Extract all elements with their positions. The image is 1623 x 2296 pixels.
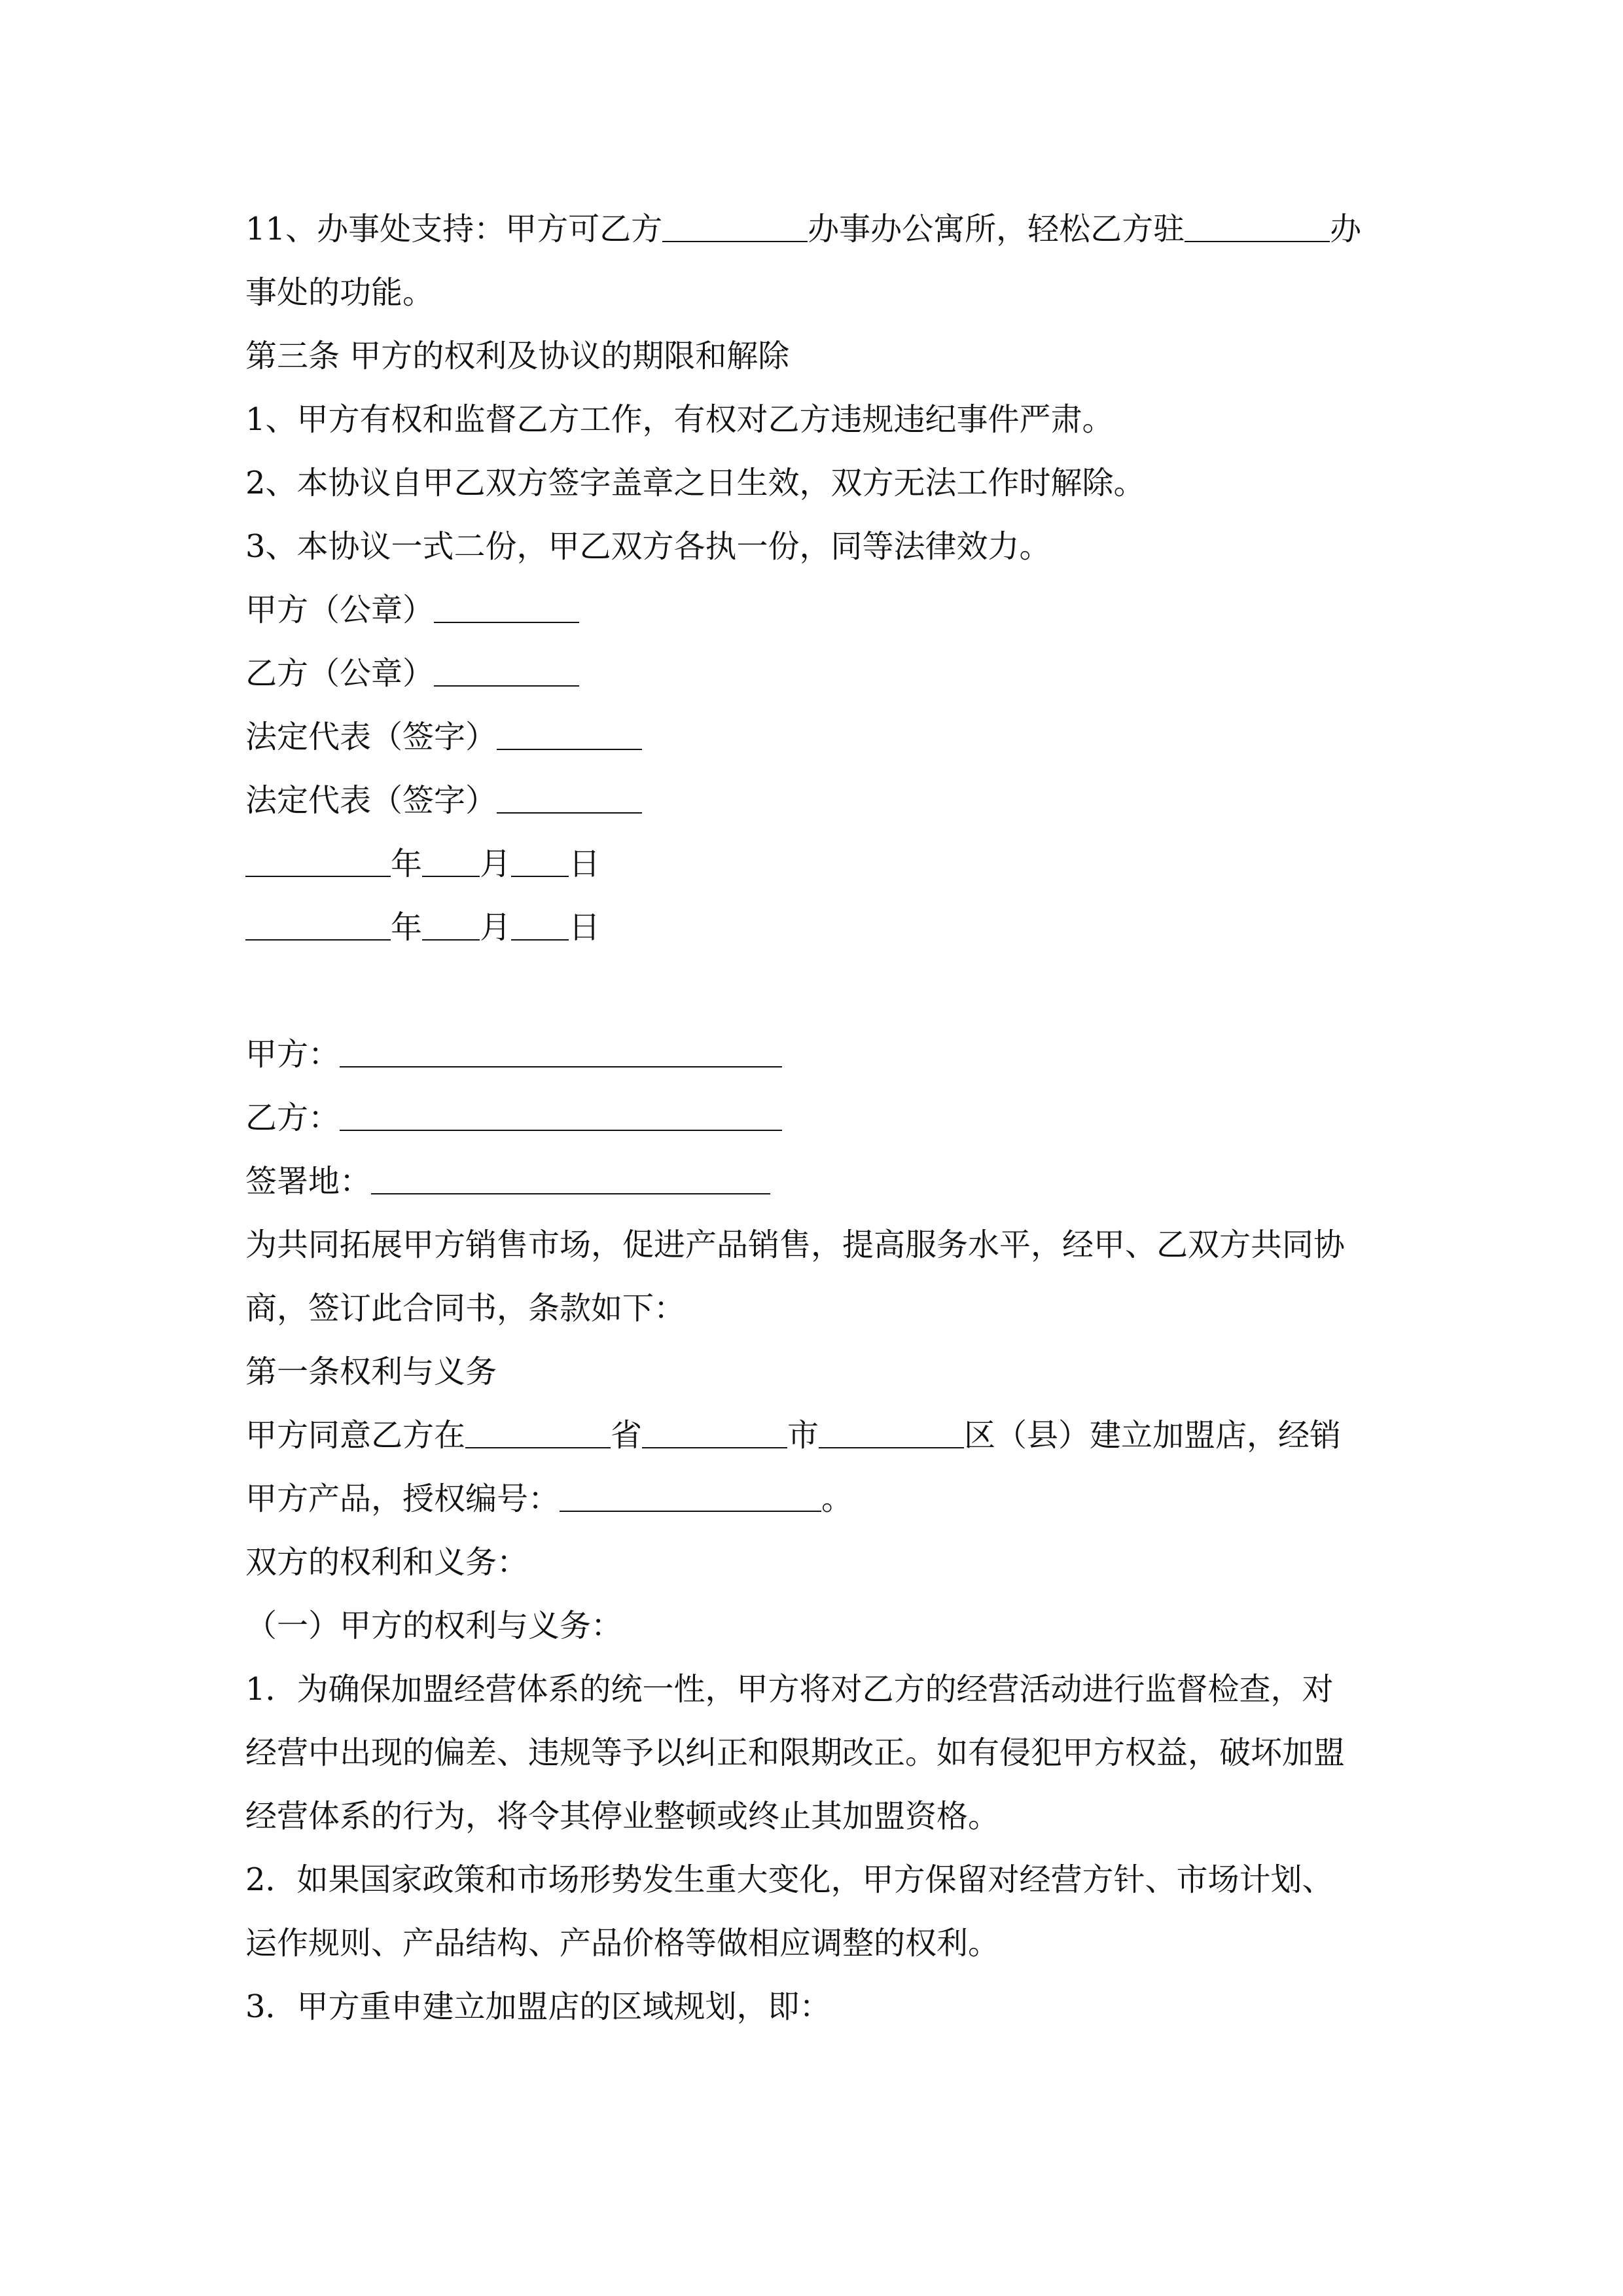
date-line-1 [245, 844, 1378, 884]
signature-party-b [245, 654, 1378, 693]
date-2-year-blank [245, 910, 391, 941]
representative-b [245, 781, 1378, 820]
signature-party-a [245, 590, 1378, 630]
representative-b-blank [497, 783, 642, 814]
province-label: 省 [611, 1417, 643, 1454]
article-three-item-2: 2、本协议自甲乙双方签字盖章之日生效，双方无法工作时解除。 [245, 465, 1145, 501]
office-support-blank-1 [662, 212, 808, 242]
article-one-heading: 第一条权利与义务 [245, 1354, 497, 1390]
date-1-year-blank [245, 847, 391, 877]
representative-a [245, 717, 1378, 757]
signature-party-a-blank [434, 593, 579, 623]
paragraph-office-support [245, 209, 1378, 249]
contract-party-b [245, 1098, 1378, 1138]
article-three-item-3: 3、本协议一式二份，甲乙双方各执一份，同等法律效力。 [245, 528, 1051, 565]
province-blank [465, 1418, 611, 1448]
section-one-heading: （一）甲方的权利与义务： [245, 1607, 623, 1644]
date-2-day-label: 日 [569, 909, 601, 946]
date-1-month-blank [422, 847, 480, 877]
article-three-item-1: 1、甲方有权和监督乙方工作，有权对乙方违规违纪事件严肃。 [245, 401, 1114, 438]
date-1-year-label: 年 [391, 846, 423, 882]
intro-line-1: 为共同拓展甲方销售市场，促进产品销售，提高服务水平，经甲、乙双方共同协 [245, 1227, 1346, 1263]
date-2-day-blank [511, 910, 569, 941]
date-1-month-label: 月 [480, 846, 512, 882]
authorization-label: 甲方产品，授权编号： [245, 1480, 560, 1517]
signing-place [245, 1162, 1378, 1201]
district-blank [819, 1418, 964, 1448]
date-line-2 [245, 908, 1378, 947]
article-three-heading: 第三条 甲方的权利及协议的期限和解除 [245, 338, 790, 374]
contract-party-b-blank [340, 1101, 782, 1131]
representative-a-blank [497, 720, 642, 750]
office-support-text-c: 办 [1330, 211, 1362, 247]
right-2-line-2: 运作规则、产品结构、产品价格等做相应调整的权利。 [245, 1925, 1000, 1962]
location-line [245, 1416, 1378, 1455]
office-support-blank-2 [1185, 212, 1330, 242]
date-2-month-label: 月 [480, 909, 512, 946]
district-label: 区（县）建立加盟店，经销 [964, 1417, 1342, 1454]
signature-party-a-label: 甲方（公章） [245, 592, 435, 628]
right-1-line-1: 1．为确保加盟经营体系的统一性，甲方将对乙方的经营活动进行监督检查，对 [245, 1671, 1334, 1708]
office-support-text-a: 11、办事处支持：甲方可乙方 [245, 211, 663, 247]
mutual-rights-heading: 双方的权利和义务： [245, 1544, 529, 1581]
signature-party-b-label: 乙方（公章） [245, 655, 435, 692]
authorization-number-blank [560, 1482, 821, 1512]
date-2-month-blank [422, 910, 480, 941]
signature-party-b-blank [434, 656, 579, 687]
right-1-line-2: 经营中出现的偏差、违规等予以纠正和限期改正。如有侵犯甲方权益，破坏加盟 [245, 1734, 1346, 1771]
representative-b-label: 法定代表（签字） [245, 782, 497, 819]
contract-party-a [245, 1035, 1378, 1074]
location-text-a: 甲方同意乙方在 [245, 1417, 466, 1454]
city-label: 市 [787, 1417, 819, 1454]
signing-place-label: 签署地： [245, 1163, 372, 1200]
date-2-year-label: 年 [391, 909, 423, 946]
right-2-line-1: 2．如果国家政策和市场形势发生重大变化，甲方保留对经营方针、市场计划、 [245, 1861, 1334, 1898]
signing-place-blank [371, 1164, 770, 1194]
intro-line-2: 商，签订此合同书，条款如下： [245, 1290, 686, 1327]
authorization-end: 。 [821, 1480, 853, 1517]
right-1-line-3: 经营体系的行为，将令其停业整顿或终止其加盟资格。 [245, 1798, 1000, 1835]
date-1-day-blank [511, 847, 569, 877]
representative-a-label: 法定代表（签字） [245, 719, 497, 755]
date-1-day-label: 日 [569, 846, 601, 882]
right-3-line-1: 3．甲方重申建立加盟店的区域规划，即： [245, 1988, 831, 2025]
office-support-text-b: 办事办公寓所，轻松乙方驻 [808, 211, 1185, 247]
city-blank [642, 1418, 787, 1448]
contract-party-b-label: 乙方： [245, 1100, 340, 1136]
paragraph-office-support-cont: 事处的功能。 [245, 274, 435, 311]
contract-party-a-label: 甲方： [245, 1036, 340, 1073]
contract-party-a-blank [340, 1037, 782, 1067]
authorization-line [245, 1479, 1378, 1518]
